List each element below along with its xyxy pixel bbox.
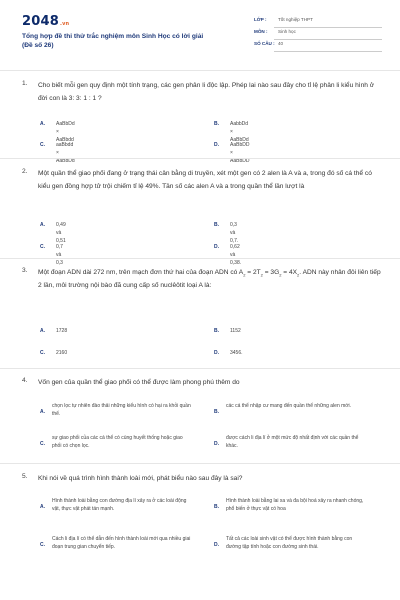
question-number: 1. — [22, 80, 28, 87]
question-text: Vốn gen của quần thể giao phối có thể được làm phong phú thêm do — [38, 379, 240, 386]
question-divider — [0, 368, 400, 369]
meta-key: MÔN : — [254, 29, 268, 34]
question-number: 3. — [22, 267, 28, 274]
question-divider — [0, 258, 400, 259]
document-title — [22, 32, 222, 50]
meta-key: LỚP : — [254, 17, 267, 22]
meta-value: Sinh học — [278, 29, 296, 34]
meta-value: 40 — [278, 41, 284, 46]
site-logo[interactable]: 2048.vn — [22, 14, 70, 29]
question-text: Khi nói về quá trình hình thành loài mới, phát biểu nào sau đây là sai? — [38, 475, 243, 482]
meta-key: SỐ CÂU : — [254, 41, 275, 46]
question-text: Cho biết mỗi gen quy định một tính trạng, các gen phân li độc lập. Phép lai nào sau đây cho tỉ lệ phân li kiểu hình ở đời con là 3: 3: 1 : 1 ? — [38, 82, 375, 102]
question-divider — [0, 158, 400, 159]
meta-underline — [274, 51, 382, 52]
question-text: Một quần thể giao phối đang ở trạng thái cân bằng di truyền, xét một gen có 2 alen là A và a, trong đó số cá thể có kiểu gen đồng hợp tử trội chiếm tỉ lệ 49%. Tần số các alen A và a trong quần thể lần lượt là — [38, 170, 372, 190]
question-divider — [0, 463, 400, 464]
title-subline: (Đề số 26) — [22, 42, 54, 49]
meta-panel — [254, 16, 382, 52]
question-number: 5. — [22, 473, 28, 480]
meta-row-subject — [254, 28, 382, 40]
meta-row-class — [254, 16, 382, 28]
question-number: 2. — [22, 168, 28, 175]
page-header — [22, 14, 382, 64]
question-number: 4. — [22, 377, 28, 384]
header-divider — [0, 70, 400, 71]
title-line: Tổng hợp đề thi thử trắc nghiệm môn Sinh Học có lời giải — [22, 33, 204, 40]
meta-value: Tốt nghiệp THPT — [278, 17, 313, 22]
meta-row-count — [254, 40, 382, 52]
question-text: Một đoạn ADN dài 272 nm, trên mạch đơn thứ hai của đoạn ADN có $A_2 = 2T_2 = 3G_2 = 4X_2$. ADN này nhân đôi liên tiếp 2 lần, môi trường nội bào đã cung cấp số nuclêôtit loại A là: — [38, 269, 381, 289]
